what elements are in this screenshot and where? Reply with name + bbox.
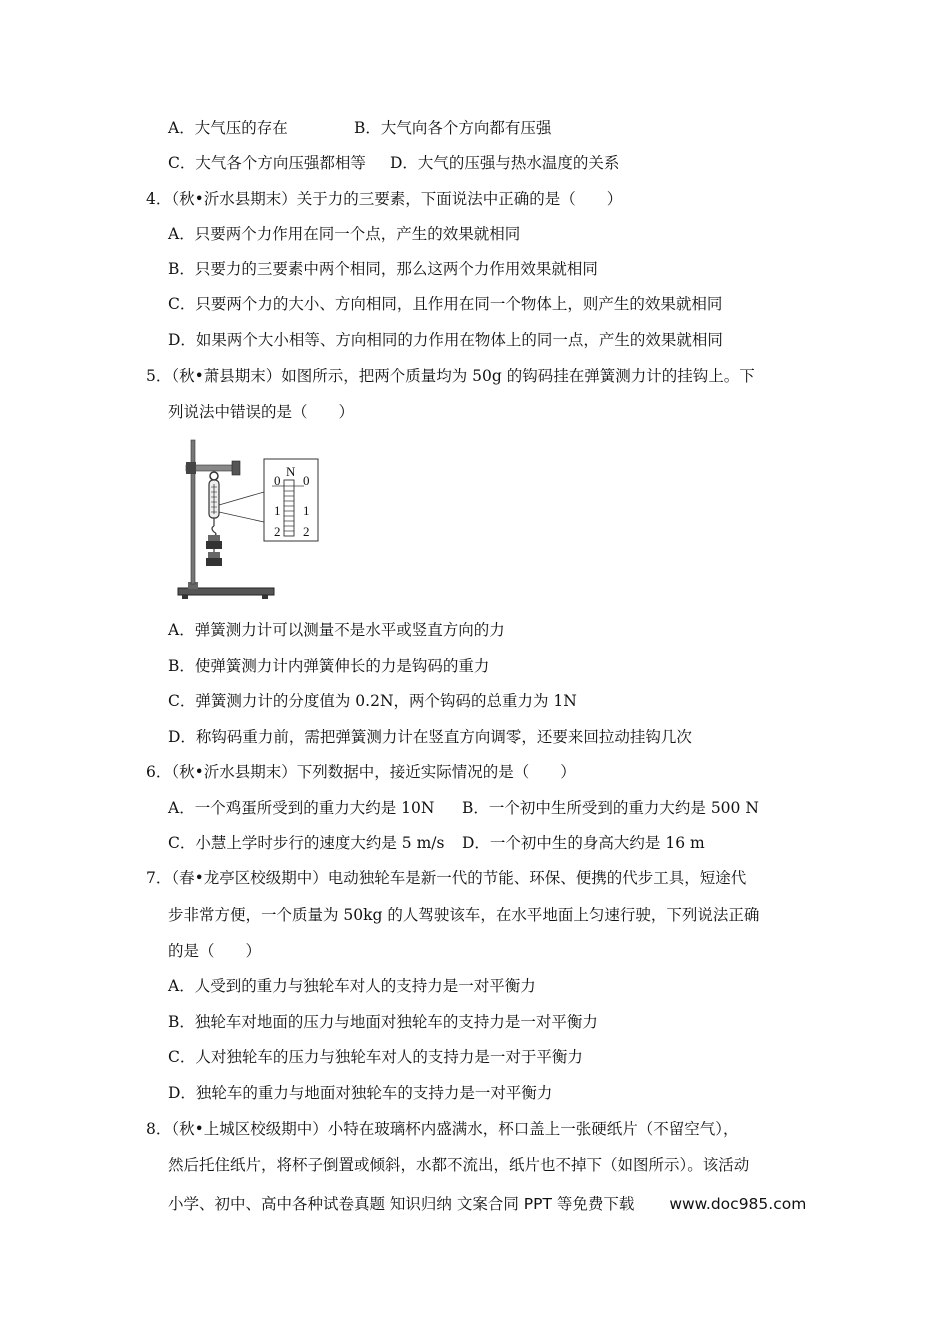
spring-scale-diagram [172, 432, 322, 604]
scale-right-0: 0 [303, 473, 310, 488]
q6-option-a: A．一个鸡蛋所受到的重力大约是 10N [168, 799, 435, 817]
q6-options-row2 [168, 833, 705, 853]
scale-left-1: 1 [274, 503, 281, 518]
q5-stem-line2: 列说法中错误的是（ ） [168, 403, 355, 421]
scale-left-0: 0 [274, 473, 281, 488]
q5-option-d: D．称钩码重力前，需把弹簧测力计在竖直方向调零，还要来回拉动挂钩几次 [168, 728, 692, 746]
q6-stem: 6．（秋•沂水县期末）下列数据中，接近实际情况的是（ ） [146, 763, 576, 781]
q6-option-c: C．小慧上学时步行的速度大约是 5 m/s [168, 834, 445, 852]
q7-option-d: D．独轮车的重力与地面对独轮车的支持力是一对平衡力 [168, 1084, 553, 1102]
scale-right-1: 1 [303, 503, 310, 518]
q4-stem: 4．（秋•沂水县期末）关于力的三要素，下面说法中正确的是（ ） [146, 190, 623, 208]
q5-stem-line1: 5．（秋•萧县期末）如图所示，把两个质量均为 50g 的钩码挂在弹簧测力计的挂钩上。下 [146, 367, 755, 385]
q5-option-c: C．弹簧测力计的分度值为 0.2N，两个钩码的总重力为 1N [168, 692, 577, 710]
page-footer [168, 1192, 806, 1214]
q3-option-d: D．大气的压强与热水温度的关系 [390, 154, 620, 172]
q7-option-b: B．独轮车对地面的压力与地面对独轮车的支持力是一对平衡力 [168, 1013, 598, 1031]
q7-option-a: A．人受到的重力与独轮车对人的支持力是一对平衡力 [168, 977, 536, 995]
q5-option-a: A．弹簧测力计可以测量不是水平或竖直方向的力 [168, 621, 505, 639]
q5-option-b: B．使弹簧测力计内弹簧伸长的力是钩码的重力 [168, 657, 490, 675]
q4-option-d: D．如果两个大小相等、方向相同的力作用在物体上的同一点，产生的效果就相同 [168, 331, 723, 349]
q7-stem-line2: 步非常方便，一个质量为 50kg 的人驾驶该车，在水平地面上匀速行驶，下列说法正确 [168, 906, 760, 924]
q3-option-b: B．大气向各个方向都有压强 [354, 119, 552, 137]
q4-option-b: B．只要力的三要素中两个相同，那么这两个力作用效果就相同 [168, 260, 598, 278]
q6-option-d: D．一个初中生的身高大约是 16 m [462, 834, 705, 852]
q7-option-c: C．人对独轮车的压力与独轮车对人的支持力是一对于平衡力 [168, 1048, 583, 1066]
q3-option-c: C．大气各个方向压强都相等 [168, 154, 366, 172]
scale-unit-label: N [286, 464, 296, 479]
q3-option-a: A．大气压的存在 [168, 119, 288, 137]
footer-text: 小学、初中、高中各种试卷真题 知识归纳 文案合同 PPT 等免费下载 [168, 1195, 635, 1213]
q8-stem-line1: 8．（秋•上城区校级期中）小特在玻璃杯内盛满水，杯口盖上一张硬纸片（不留空气）， [146, 1120, 739, 1138]
q4-option-c: C．只要两个力的大小、方向相同，且作用在同一个物体上，则产生的效果就相同 [168, 295, 723, 313]
scale-left-2: 2 [274, 524, 281, 539]
q3-options-row2 [168, 153, 619, 173]
q6-option-b: B．一个初中生所受到的重力大约是 500 N [462, 799, 759, 817]
q8-stem-line2: 然后托住纸片，将杯子倒置或倾斜，水都不流出，纸片也不掉下（如图所示）。该活动 [168, 1156, 750, 1174]
q3-options-row1 [168, 118, 551, 138]
q7-stem-line3: 的是（ ） [168, 942, 262, 960]
spring-scale-figure [172, 432, 322, 604]
scale-right-2: 2 [303, 524, 310, 539]
footer-url-link[interactable]: www.doc985.com [669, 1195, 807, 1213]
q7-stem-line1: 7．（春•龙亭区校级期中）电动独轮车是新一代的节能、环保、便携的代步工具，短途代 [146, 869, 747, 887]
q4-option-a: A．只要两个力作用在同一个点，产生的效果就相同 [168, 225, 521, 243]
q6-options-row1 [168, 798, 759, 818]
